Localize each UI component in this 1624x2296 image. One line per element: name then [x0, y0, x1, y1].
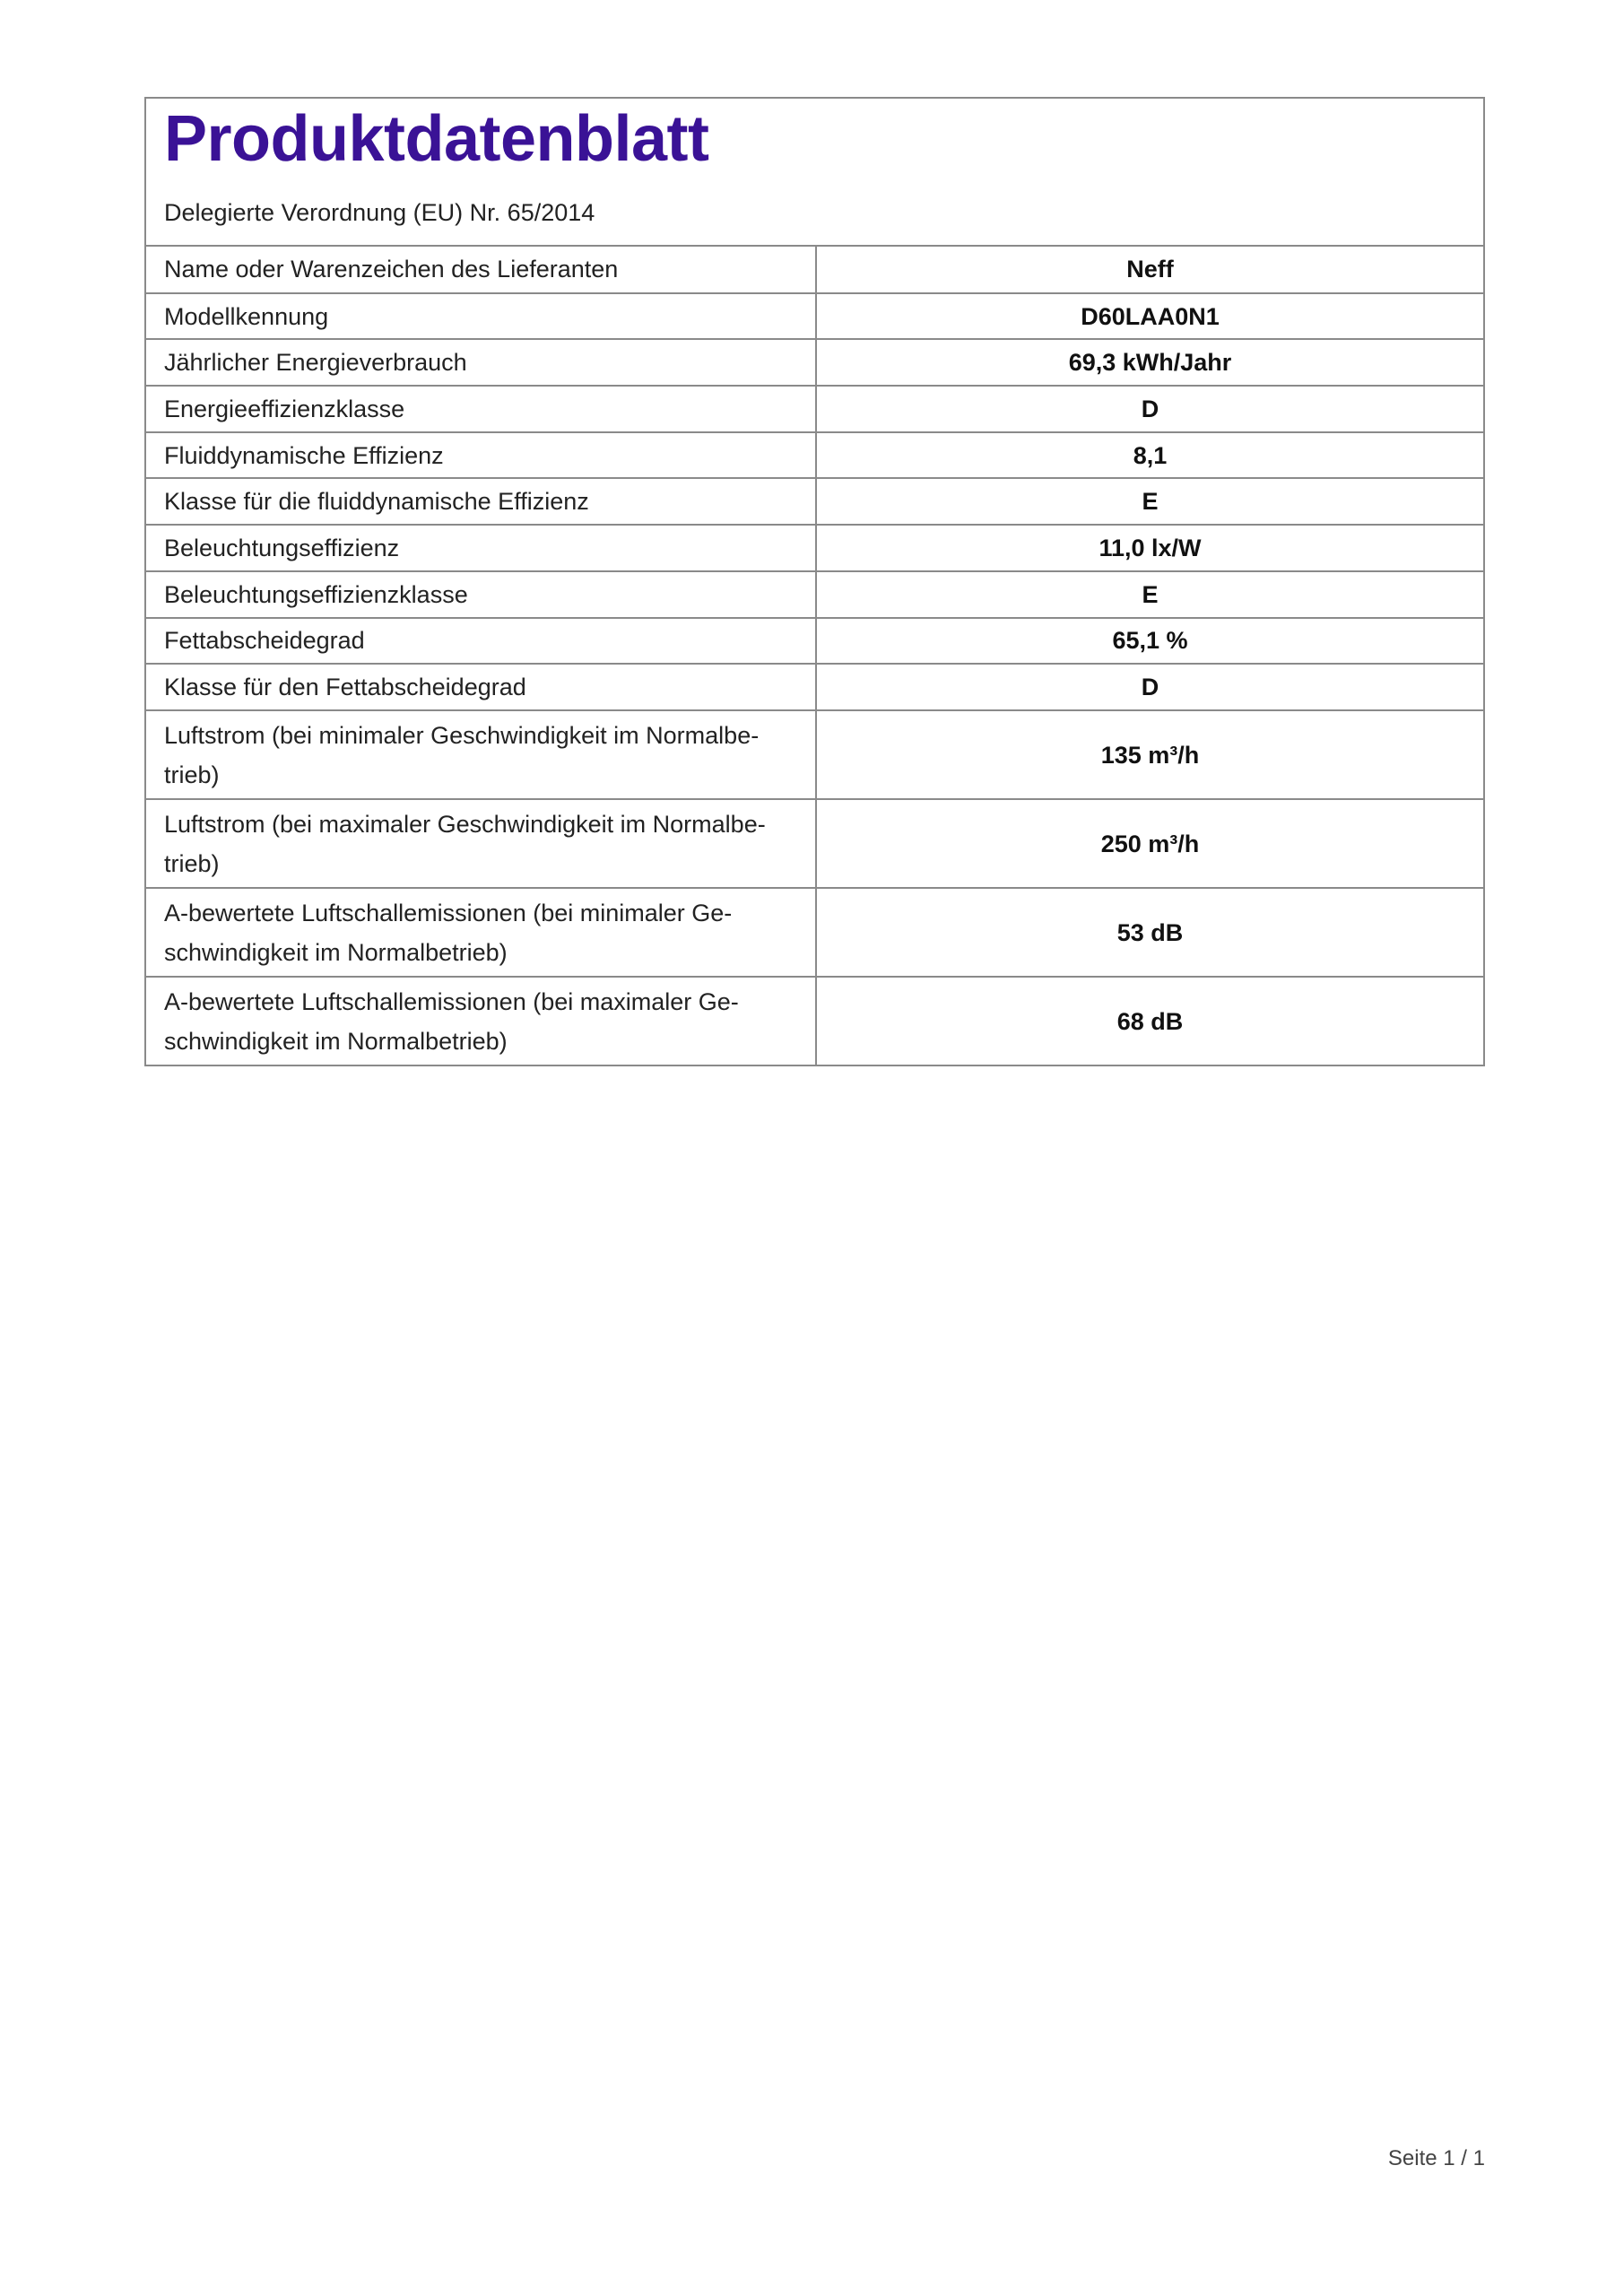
row-value: Neff	[1126, 256, 1174, 283]
table-row	[146, 293, 1483, 340]
row-value: 65,1 %	[816, 618, 1483, 665]
page-number: Seite 1 / 1	[1387, 2146, 1485, 2170]
table-row	[146, 571, 1483, 618]
product-data-table	[146, 247, 1483, 1065]
row-value: E	[816, 571, 1483, 618]
row-label: Fluiddynamische Effizienz	[146, 432, 816, 479]
row-value: 8,1	[816, 432, 1483, 479]
row-label: Fettabscheidegrad	[146, 618, 816, 665]
row-label: Modellkennung	[146, 293, 816, 340]
product-data-sheet	[144, 97, 1485, 1066]
table-row	[146, 977, 1483, 1065]
row-label: Energieeffizienzklasse	[146, 386, 816, 432]
table-row	[146, 710, 1483, 799]
table-row	[146, 525, 1483, 571]
row-value: D	[816, 664, 1483, 710]
row-label: A-bewertete Luftschallemissionen (bei maximaler Ge-schwindigkeit im Normalbetrieb)	[146, 977, 816, 1065]
row-label: Klasse für die fluiddynamische Effizienz	[146, 478, 816, 525]
table-row	[146, 664, 1483, 710]
row-label: Luftstrom (bei maximaler Geschwindigkeit im Normalbe-trieb)	[146, 799, 816, 888]
row-label: Jährlicher Energieverbrauch	[146, 339, 816, 386]
table-row	[146, 888, 1483, 977]
row-label: Beleuchtungseffizienzklasse	[146, 571, 816, 618]
row-label: Klasse für den Fettabscheidegrad	[146, 664, 816, 710]
row-value: 53 dB	[816, 888, 1483, 977]
row-value: 250 m³/h	[816, 799, 1483, 888]
row-value: E	[816, 478, 1483, 525]
row-value: D60LAA0N1	[816, 293, 1483, 340]
row-value: 11,0 lx/W	[816, 525, 1483, 571]
table-row	[146, 618, 1483, 665]
table-row	[146, 478, 1483, 525]
row-label: Beleuchtungseffizienz	[146, 525, 816, 571]
row-label: Luftstrom (bei minimaler Geschwindigkeit im Normalbe-trieb)	[146, 710, 816, 799]
regulation-subtitle: Delegierte Verordnung (EU) Nr. 65/2014	[164, 199, 595, 226]
row-label: Name oder Warenzeichen des Lieferanten	[146, 247, 816, 293]
table-row	[146, 339, 1483, 386]
row-value: 68 dB	[816, 977, 1483, 1065]
table-row	[146, 432, 1483, 479]
row-value: 135 m³/h	[816, 710, 1483, 799]
table-row	[146, 247, 1483, 293]
row-value: D	[816, 386, 1483, 432]
page-title: Produktdatenblatt	[164, 103, 709, 175]
table-row	[146, 386, 1483, 432]
row-label: A-bewertete Luftschallemissionen (bei minimaler Ge-schwindigkeit im Normalbetrieb)	[146, 888, 816, 977]
table-row	[146, 799, 1483, 888]
sheet-header	[146, 99, 1483, 247]
row-value: 69,3 kWh/Jahr	[816, 339, 1483, 386]
